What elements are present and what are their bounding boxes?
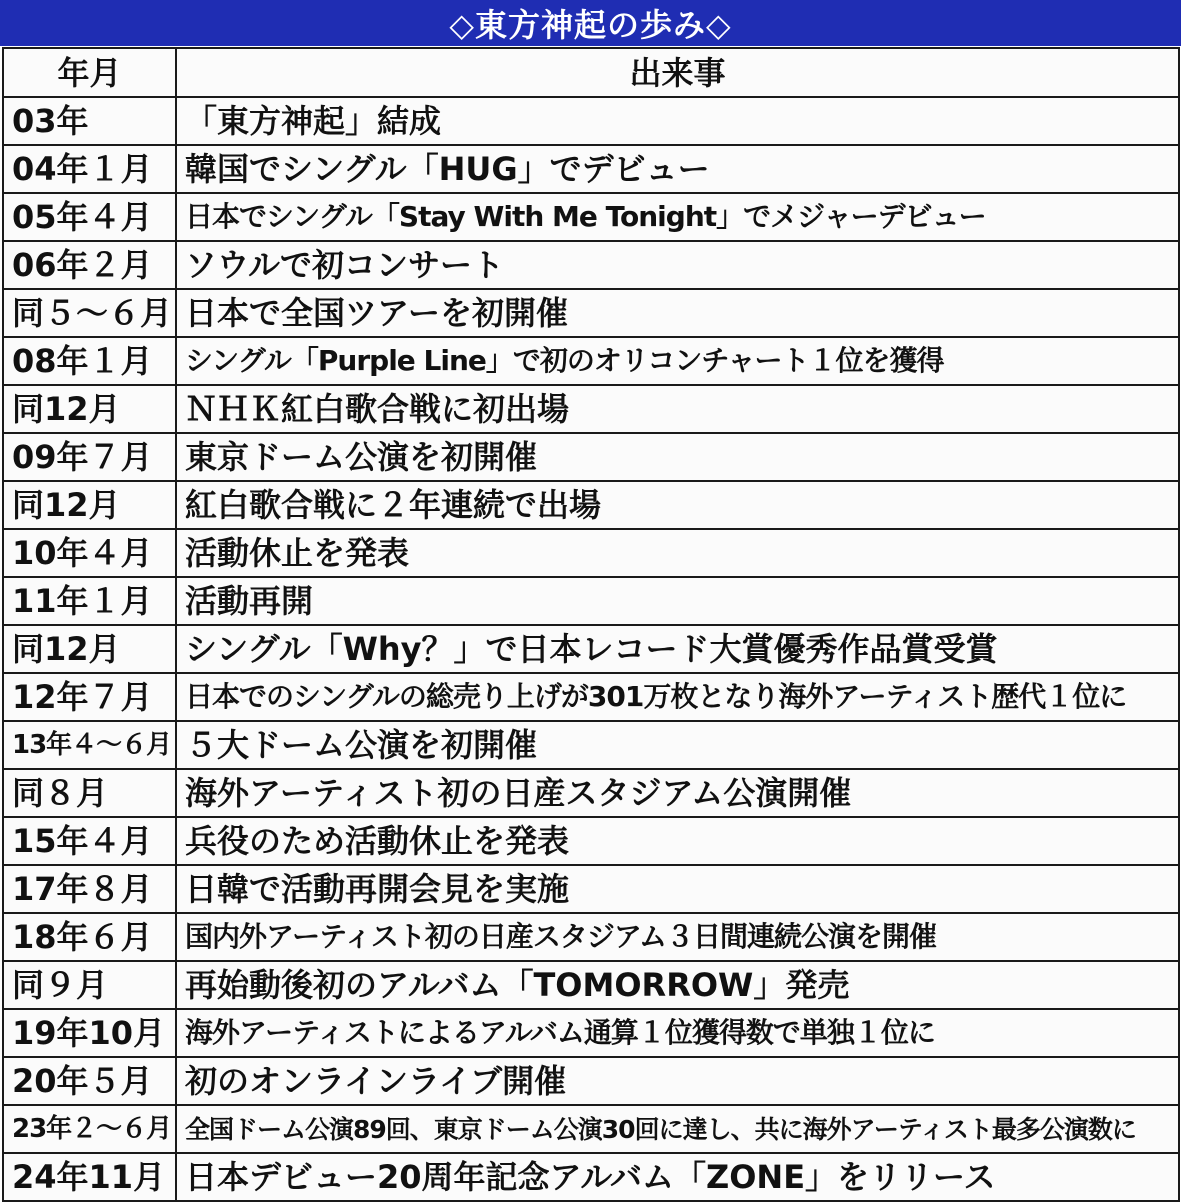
event-cell: 「東方神起」結成 <box>176 97 1179 145</box>
history-table <box>2 47 1178 1198</box>
table-row <box>3 1057 1179 1105</box>
table-row <box>3 145 1179 193</box>
event-cell: シングル「Purple Line」で初のオリコンチャート１位を獲得 <box>176 337 1179 385</box>
table-row <box>3 289 1179 337</box>
date-cell: 同５～６月 <box>3 289 176 337</box>
table-row <box>3 385 1179 433</box>
event-cell: 活動再開 <box>176 577 1179 625</box>
event-cell: ＮＨＫ紅白歌合戦に初出場 <box>176 385 1179 433</box>
table-row <box>3 961 1179 1009</box>
event-cell: 日本で全国ツアーを初開催 <box>176 289 1179 337</box>
event-cell: 日本でシングル「Stay With Me Tonight」でメジャーデビュー <box>176 193 1179 241</box>
date-cell: 10年４月 <box>3 529 176 577</box>
table-row <box>3 865 1179 913</box>
date-cell: 06年２月 <box>3 241 176 289</box>
date-cell: 15年４月 <box>3 817 176 865</box>
date-cell: 同９月 <box>3 961 176 1009</box>
date-cell: 08年１月 <box>3 337 176 385</box>
table-row <box>3 433 1179 481</box>
date-cell: 05年４月 <box>3 193 176 241</box>
date-cell: 同８月 <box>3 769 176 817</box>
date-cell: 20年５月 <box>3 1057 176 1105</box>
table-row <box>3 817 1179 865</box>
table-row <box>3 241 1179 289</box>
table-row <box>3 337 1179 385</box>
event-cell: ５大ドーム公演を初開催 <box>176 721 1179 769</box>
table-row <box>3 673 1179 721</box>
date-cell: 09年７月 <box>3 433 176 481</box>
table-row <box>3 913 1179 961</box>
date-cell: 18年６月 <box>3 913 176 961</box>
event-cell: 日韓で活動再開会見を実施 <box>176 865 1179 913</box>
table-row <box>3 193 1179 241</box>
event-cell: シングル「Why？」で日本レコード大賞優秀作品賞受賞 <box>176 625 1179 673</box>
event-cell: 日本でのシングルの総売り上げが301万枚となり海外アーティスト歴代１位に <box>176 673 1179 721</box>
event-cell: 国内外アーティスト初の日産スタジアム３日間連続公演を開催 <box>176 913 1179 961</box>
table-row <box>3 1009 1179 1057</box>
page-title: ◇東方神起の歩み◇ <box>0 0 1181 46</box>
date-cell: 19年10月 <box>3 1009 176 1057</box>
date-cell: 11年１月 <box>3 577 176 625</box>
table-row <box>3 577 1179 625</box>
table-row <box>3 625 1179 673</box>
table-row <box>3 1153 1179 1201</box>
event-cell: 全国ドーム公演89回、東京ドーム公演30回に達し、共に海外アーティスト最多公演数に <box>176 1105 1179 1153</box>
table-row <box>3 529 1179 577</box>
date-cell: 同12月 <box>3 385 176 433</box>
event-cell: 日本デビュー20周年記念アルバム「ZONE」をリリース <box>176 1153 1179 1201</box>
event-cell: ソウルで初コンサート <box>176 241 1179 289</box>
date-cell: 17年８月 <box>3 865 176 913</box>
event-cell: 韓国でシングル「HUG」でデビュー <box>176 145 1179 193</box>
table-row <box>3 481 1179 529</box>
date-cell: 04年１月 <box>3 145 176 193</box>
date-cell: 24年11月 <box>3 1153 176 1201</box>
date-cell: 同12月 <box>3 625 176 673</box>
table-row <box>3 721 1179 769</box>
date-cell: 13年４～６月 <box>3 721 176 769</box>
table-row <box>3 769 1179 817</box>
event-cell: 海外アーティストによるアルバム通算１位獲得数で単独１位に <box>176 1009 1179 1057</box>
column-header-event: 出来事 <box>176 48 1179 97</box>
date-cell: 03年 <box>3 97 176 145</box>
event-cell: 東京ドーム公演を初開催 <box>176 433 1179 481</box>
column-header-date: 年月 <box>3 48 176 97</box>
table-header-row <box>3 48 1179 97</box>
event-cell: 初のオンラインライブ開催 <box>176 1057 1179 1105</box>
date-cell: 23年２～６月 <box>3 1105 176 1153</box>
event-cell: 活動休止を発表 <box>176 529 1179 577</box>
date-cell: 同12月 <box>3 481 176 529</box>
event-cell: 海外アーティスト初の日産スタジアム公演開催 <box>176 769 1179 817</box>
event-cell: 兵役のため活動休止を発表 <box>176 817 1179 865</box>
event-cell: 再始動後初のアルバム「TOMORROW」発売 <box>176 961 1179 1009</box>
table-row <box>3 1105 1179 1153</box>
table-row <box>3 97 1179 145</box>
event-cell: 紅白歌合戦に２年連続で出場 <box>176 481 1179 529</box>
date-cell: 12年７月 <box>3 673 176 721</box>
